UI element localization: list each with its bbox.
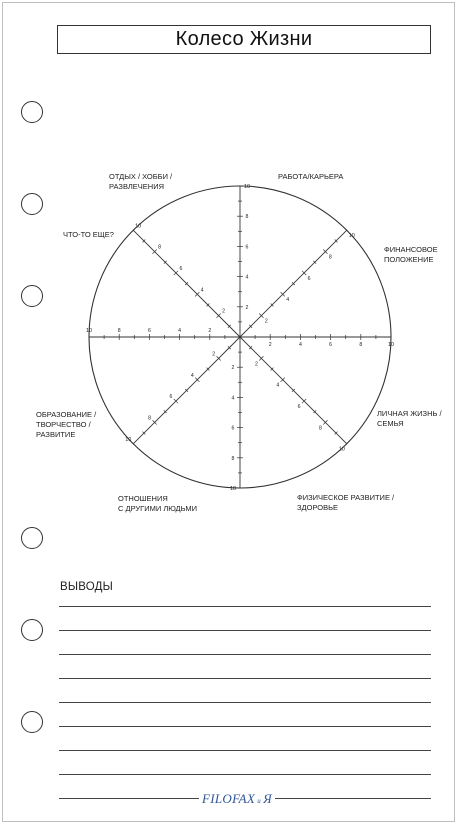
scale-label: 6 bbox=[297, 404, 301, 411]
scale-label: 2 bbox=[254, 361, 258, 368]
scale-label: 8 bbox=[158, 244, 161, 251]
category-label-health: ФИЗИЧЕСКОЕ РАЗВИТИЕ / ЗДОРОВЬЕ bbox=[297, 493, 395, 512]
binder-hole bbox=[21, 711, 43, 733]
notes-line[interactable] bbox=[59, 654, 431, 655]
brand-logo: FILOFAX и Я bbox=[199, 791, 275, 807]
scale-label: 2 bbox=[212, 351, 216, 358]
scale-label: 4 bbox=[298, 342, 302, 348]
scale-label: 6 bbox=[179, 265, 183, 272]
notes-line[interactable] bbox=[59, 606, 431, 607]
scale-label: 2 bbox=[208, 328, 212, 334]
notes-line[interactable] bbox=[59, 774, 431, 775]
scale-label: 6 bbox=[147, 328, 151, 334]
category-label-relationships: ОТНОШЕНИЯ С ДРУГИМИ ЛЮДЬМИ bbox=[118, 494, 197, 513]
scale-label: 10 bbox=[125, 436, 132, 443]
category-label-something-else: ЧТО-ТО ЕЩЕ? bbox=[63, 230, 114, 239]
scale-label: 10 bbox=[135, 223, 142, 230]
conclusions-heading: ВЫВОДЫ bbox=[60, 581, 114, 593]
scale-label: 10 bbox=[338, 446, 345, 453]
scale-label: 2 bbox=[231, 365, 235, 372]
scale-label: 4 bbox=[286, 297, 290, 304]
scale-label: 8 bbox=[359, 342, 363, 348]
category-label-personal-life: ЛИЧНАЯ ЖИЗНЬ / СЕМЬЯ bbox=[377, 409, 442, 428]
scale-label: 4 bbox=[200, 287, 204, 294]
category-label-finance: ФИНАНСОВОЕ ПОЛОЖЕНИЕ bbox=[384, 245, 438, 264]
scale-label: 6 bbox=[307, 275, 311, 282]
scale-label: 2 bbox=[264, 318, 268, 325]
scale-label: 10 bbox=[387, 342, 395, 348]
notes-line[interactable] bbox=[59, 750, 431, 751]
scale-label: 8 bbox=[231, 455, 235, 462]
scale-label: 8 bbox=[319, 425, 322, 432]
scale-label: 6 bbox=[245, 244, 249, 251]
binder-hole bbox=[21, 619, 43, 641]
notes-line[interactable] bbox=[59, 678, 431, 679]
scale-label: 10 bbox=[229, 486, 237, 492]
scale-label: 4 bbox=[276, 382, 280, 389]
scale-label: 6 bbox=[329, 342, 333, 348]
scale-label: 4 bbox=[178, 328, 182, 334]
page-title: Колесо Жизни bbox=[57, 25, 431, 54]
scale-label: 8 bbox=[148, 415, 152, 422]
scale-label: 2 bbox=[222, 308, 226, 315]
category-label-work: РАБОТА/КАРЬЕРА bbox=[278, 172, 344, 181]
scale-label: 8 bbox=[117, 328, 121, 334]
notes-line[interactable] bbox=[59, 726, 431, 727]
scale-label: 8 bbox=[245, 214, 249, 221]
scale-label: 4 bbox=[245, 274, 249, 281]
scale-label: 2 bbox=[245, 304, 249, 311]
scale-label: 4 bbox=[190, 372, 194, 379]
category-label-leisure: ОТДЫХ / ХОББИ / РАЗВЛЕЧЕНИЯ bbox=[109, 172, 173, 191]
scale-label: 6 bbox=[231, 425, 235, 432]
notes-line[interactable] bbox=[59, 630, 431, 631]
notes-line[interactable] bbox=[59, 702, 431, 703]
scale-label: 2 bbox=[268, 342, 272, 348]
scale-label: 8 bbox=[328, 254, 332, 261]
scale-label: 10 bbox=[348, 233, 355, 240]
scale-label: 10 bbox=[243, 184, 251, 190]
scale-label: 4 bbox=[231, 395, 235, 402]
scale-label: 10 bbox=[85, 328, 93, 334]
category-label-education: ОБРАЗОВАНИЕ / ТВОРЧЕСТВО / РАЗВИТИЕ bbox=[36, 410, 97, 439]
scale-label: 6 bbox=[169, 394, 173, 401]
